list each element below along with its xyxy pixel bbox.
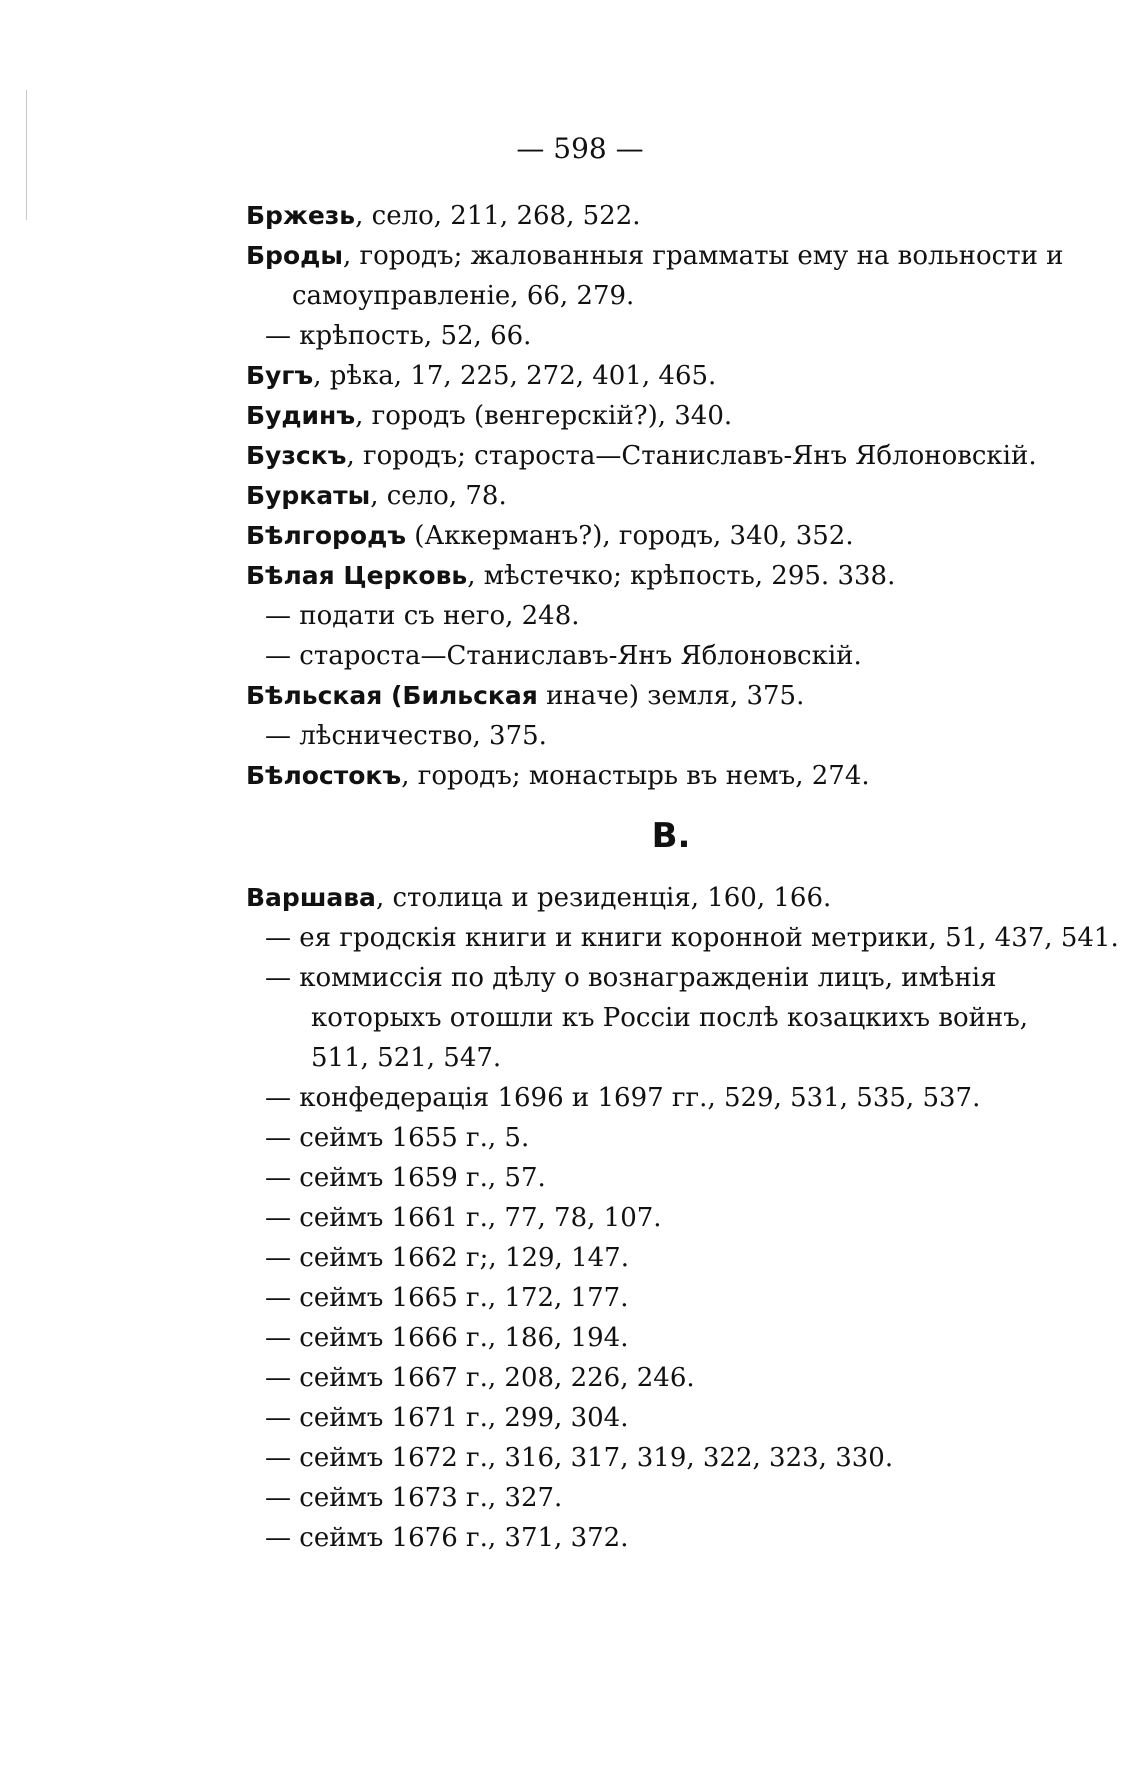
index-subentry: — лѣсничество, 375. — [265, 721, 547, 751]
index-entry: Бѣлая Церковь, мѣстечко; крѣпость, 295. 338. — [246, 561, 896, 591]
index-entry: Бѣльская (Бильская иначе) земля, 375. — [246, 681, 805, 711]
index-subentry: — сеймъ 1659 г., 57. — [265, 1163, 546, 1193]
index-entry: Буркаты, село, 78. — [246, 481, 507, 511]
page-number: — 598 — — [516, 132, 644, 165]
index-subentry: — коммиссія по дѣлу о вознагражденіи лицъ, имѣнія которыхъ отошли къ Россіи послѣ козацкихъ войнъ, 511, 521, 547. — [265, 963, 1029, 1073]
index-subentry: — ея гродскія книги и книги коронной метрики, 51, 437, 541. — [265, 923, 1119, 953]
index-subentry: — сеймъ 1655 г., 5. — [265, 1123, 530, 1153]
index-subentry: — конфедерація 1696 и 1697 гг., 529, 531, 535, 537. — [265, 1083, 981, 1113]
index-entry: Бузскъ, городъ; староста—Станиславъ-Янъ Яблоновскій. — [246, 441, 1037, 471]
index-entry: Бржезь, село, 211, 268, 522. — [246, 201, 641, 231]
index-entry: Бѣлгородъ (Аккерманъ?), городъ, 340, 352. — [246, 521, 854, 551]
index-subentry: — сеймъ 1666 г., 186, 194. — [265, 1323, 629, 1353]
index-subentry: — сеймъ 1661 г., 77, 78, 107. — [265, 1203, 662, 1233]
index-subentry: — сеймъ 1672 г., 316, 317, 319, 322, 323, 330. — [265, 1443, 894, 1473]
index-subentry: — староста—Станиславъ-Янъ Яблоновскій. — [265, 641, 862, 671]
index-entry: Бугъ, рѣка, 17, 225, 272, 401, 465. — [246, 361, 717, 391]
index-entry: Броды, городъ; жалованныя грамматы ему на вольности и самоуправленіе, 66, 279. — [246, 241, 1064, 311]
index-subentry: — сеймъ 1665 г., 172, 177. — [265, 1283, 629, 1313]
index-subentry: — сеймъ 1673 г., 327. — [265, 1483, 563, 1513]
index-subentry: — подати съ него, 248. — [265, 601, 580, 631]
index-entry: Варшава, столица и резиденція, 160, 166. — [246, 883, 832, 913]
index-subentry: — сеймъ 1667 г., 208, 226, 246. — [265, 1363, 695, 1393]
index-content — [246, 196, 1119, 1558]
index-entry: Будинъ, городъ (венгерскій?), 340. — [246, 401, 733, 431]
index-subentry: — сеймъ 1671 г., 299, 304. — [265, 1403, 629, 1433]
index-subentry: — сеймъ 1676 г., 371, 372. — [265, 1523, 629, 1553]
index-entry: Бѣлостокъ, городъ; монастырь въ немъ, 274. — [246, 761, 870, 791]
section-letter-heading: В. — [651, 816, 691, 856]
index-subentry: — крѣпость, 52, 66. — [265, 321, 532, 351]
index-subentry: — сеймъ 1662 г;, 129, 147. — [265, 1243, 629, 1273]
